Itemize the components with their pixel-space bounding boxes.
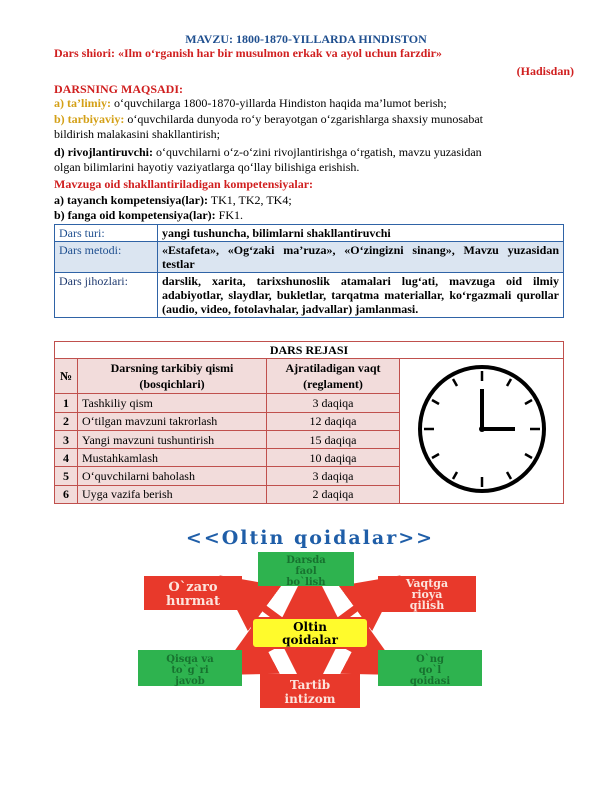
svg-text:hurmat: hurmat: [166, 594, 220, 609]
plan-title: DARS REJASI: [55, 342, 564, 359]
svg-text:Darsda: Darsda: [286, 555, 326, 566]
svg-text:qoidalar: qoidalar: [282, 633, 338, 647]
page-title: MAVZU: 1800-1870-YILLARDA HINDISTON: [185, 32, 427, 46]
info-method-label: Dars metodi:: [55, 242, 158, 273]
goal-developmental-cont: olgan bilimlarini hayotiy vaziyatlarga qo‘llay bilishiga erishish.: [54, 160, 360, 174]
svg-text:O`zaro: O`zaro: [168, 580, 218, 595]
svg-text:javob: javob: [175, 676, 205, 687]
col-time-header: Ajratiladigan vaqt (reglament): [267, 359, 400, 394]
golden-rules-title: <<Oltin qoidalar>>: [185, 527, 435, 549]
svg-text:to`g`ri: to`g`ri: [171, 665, 209, 676]
svg-text:O`ng: O`ng: [416, 654, 444, 665]
plan-row: 1 Tashkiliy qism 3 daqiqa: [55, 394, 564, 412]
plan-row: 6 Uyga vazifa berish 2 daqiqa: [55, 485, 564, 503]
info-type-label: Dars turi:: [55, 225, 158, 242]
svg-text:intizom: intizom: [284, 692, 336, 706]
plan-header-row: [55, 359, 564, 394]
competency-subject: b) fanga oid kompetensiya(lar): FK1.: [54, 208, 244, 222]
info-row-equipment: [55, 273, 564, 318]
svg-text:qilish: qilish: [409, 599, 445, 612]
golden-rules-diagram: [130, 520, 490, 770]
goals-heading: DARSNING MAQSADI:: [54, 82, 184, 96]
info-type-value: yangi tushuncha, bilimlarni shakllantiruvchi: [158, 225, 564, 242]
plan-title-row: [55, 342, 564, 359]
clock-icon: [407, 359, 557, 499]
svg-text:rioya: rioya: [411, 588, 443, 601]
info-row-type: [55, 225, 564, 242]
goal-upbringing-cont: bildirish malakasini shakllantirish;: [54, 127, 220, 141]
svg-text:Oltin: Oltin: [293, 620, 327, 634]
svg-text:Tartib: Tartib: [289, 678, 331, 692]
info-row-method: [55, 242, 564, 273]
goal-upbringing: b) tarbiyaviy: o‘quvchilarda dunyoda ro‘y berayotgan o‘zgarishlarga shaxsiy munosabat: [54, 112, 484, 126]
lesson-motto: Dars shiori: «Ilm o‘rganish har bir musulmon erkak va ayol uchun farzdir»: [54, 46, 442, 60]
svg-text:faol: faol: [295, 566, 317, 577]
svg-text:Vaqtga: Vaqtga: [405, 577, 449, 590]
col-stage-header: Darsning tarkibiy qismi (bosqichlari): [78, 359, 267, 394]
svg-text:qo`l: qo`l: [418, 665, 442, 676]
info-equipment-value: darslik, xarita, tarixshunoslik atamalari lug‘ati, mavzuga oid ilmiy adabiyotlar, slaydlar, bukletlar, tarqatma materiallar, ko‘rgazmali qurollar (audio, video, fotolavhalar, jadvallar) jamlanmasi.: [158, 273, 564, 318]
info-method-value: «Estafeta», «Og‘zaki ma’ruza», «O‘zingizni sinang», Mavzu yuzasidan testlar: [158, 242, 564, 273]
plan-row: 2 O‘tilgan mavzuni takrorlash 12 daqiqa: [55, 412, 564, 430]
competency-core: a) tayanch kompetensiya(lar): TK1, TK2, TK4;: [54, 193, 292, 207]
col-number-header: №: [55, 359, 78, 394]
svg-text:Qisqa va: Qisqa va: [166, 654, 214, 665]
plan-row: 3 Yangi mavzuni tushuntirish 15 daqiqa: [55, 430, 564, 448]
svg-text:qoidasi: qoidasi: [409, 676, 451, 687]
competencies-heading: Mavzuga oid shakllantiriladigan kompetensiyalar:: [54, 177, 314, 191]
goal-educational: a) ta’limiy: o‘quvchilarga 1800-1870-yillarda Hindiston haqida ma’lumot berish;: [54, 96, 447, 110]
plan-row: 4 Mustahkamlash 10 daqiqa: [55, 449, 564, 467]
clock-cell: [400, 359, 564, 504]
lesson-plan-table: [54, 341, 564, 504]
plan-row: 5 O‘quvchilarni baholash 3 daqiqa: [55, 467, 564, 485]
motto-source: (Hadisdan): [516, 64, 574, 78]
info-equipment-label: Dars jihozlari:: [55, 273, 158, 318]
goal-developmental: d) rivojlantiruvchi: o‘quvchilarni o‘z-o‘zini rivojlantirishga o‘rgatish, mavzu yuzasidan: [54, 145, 482, 159]
svg-text:bo`lish: bo`lish: [286, 577, 326, 588]
lesson-info-table: [54, 224, 564, 318]
